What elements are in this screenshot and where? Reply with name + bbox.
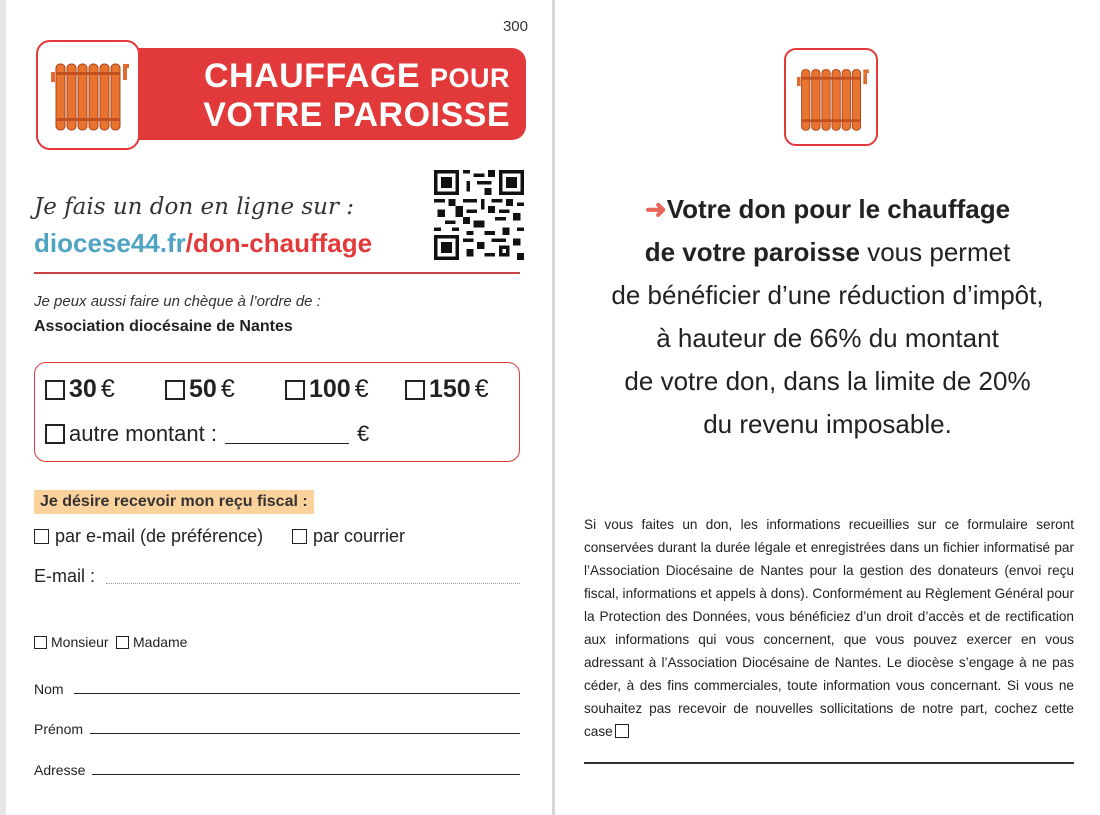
left-page <box>6 0 552 815</box>
email-label: E-mail : <box>34 566 96 586</box>
prenom-label: Prénom <box>34 721 84 737</box>
banner-title-small: POUR <box>429 63 510 93</box>
right-page <box>555 0 1100 815</box>
url-slash: / <box>185 228 193 258</box>
checkbox[interactable] <box>45 380 65 400</box>
radiator-icon-box <box>36 40 140 150</box>
other-amount-field[interactable] <box>225 424 349 444</box>
email-field[interactable] <box>106 582 520 584</box>
adresse-label: Adresse <box>34 762 86 778</box>
qr-code-icon[interactable] <box>434 170 524 260</box>
tax-reduction-text: ➜Votre don pour le chauffage de votre paroisse vous permet de bénéficier d’une réduction d’impôt, à hauteur de 66% du montant de votre don, dans la limite de 20% du revenu imposable. <box>611 194 1044 439</box>
checkbox[interactable] <box>34 636 47 649</box>
cheque-label: Je peux aussi faire un chèque à l’ordre de : <box>34 293 321 310</box>
civility-option-mrs[interactable]: Madame <box>116 634 187 650</box>
checkbox[interactable] <box>285 380 305 400</box>
nom-field[interactable] <box>74 693 520 694</box>
receipt-option-mail[interactable]: par courrier <box>292 526 405 547</box>
cheque-organization: Association diocésaine de Nantes <box>34 318 293 335</box>
amount-option-30[interactable]: 30 € <box>45 375 115 404</box>
banner-title <box>203 58 510 134</box>
nom-label: Nom <box>34 681 64 697</box>
online-donation-label: Je fais un don en ligne sur : <box>34 194 355 220</box>
amount-option-other[interactable]: autre montant : € <box>45 421 369 447</box>
prenom-field[interactable] <box>90 733 520 734</box>
arrow-right-icon: ➜ <box>644 194 667 224</box>
checkbox[interactable] <box>405 380 425 400</box>
radiator-icon <box>794 64 870 134</box>
amount-option-150[interactable]: 150 € <box>405 375 489 404</box>
url-path: don-chauffage <box>192 228 373 258</box>
section-divider <box>34 272 520 274</box>
opt-out-checkbox[interactable] <box>615 724 629 738</box>
amount-option-100[interactable]: 100 € <box>285 375 369 404</box>
checkbox[interactable] <box>165 380 185 400</box>
bottom-rule <box>584 762 1074 764</box>
page-number: 300 <box>502 18 528 35</box>
privacy-notice <box>584 513 1074 743</box>
receipt-option-email[interactable]: par e-mail (de préférence) <box>34 526 263 547</box>
privacy-text: Si vous faites un don, les informations recueillies sur ce formulaire seront conservées durant la durée légale et enregistrées dans un fichier informatisé par l’Association Diocésaine de Nantes pour la gestion des donateurs (envoi reçu fiscal, informations et appels à dons). Conformément au Règlement Général pour la Protection des Données, vous bénéficiez d’un droit d’accès et de rectification aux informations qui vous concernent, que vous pouvez exercer en vous adressant à l’Association Diocésaine de Nantes. Le diocèse s’engage à ne pas céder, à des fins commerciales, toute information vous concernant. Si vous ne souhaitez pas recevoir de nouvelles sollicitations de notre part, cochez cette case <box>584 517 1074 739</box>
url-domain: diocese44.fr <box>34 228 186 258</box>
civility-option-mr[interactable]: Monsieur <box>34 634 109 650</box>
radiator-icon-box <box>784 48 878 146</box>
checkbox[interactable] <box>116 636 129 649</box>
banner-title-line2: VOTRE PAROISSE <box>203 96 510 134</box>
receipt-label: Je désire recevoir mon reçu fiscal : <box>34 490 314 514</box>
amount-box <box>34 362 520 462</box>
online-donation-url[interactable] <box>34 228 372 259</box>
adresse-field[interactable] <box>92 774 520 775</box>
amount-option-50[interactable]: 50 € <box>165 375 235 404</box>
radiator-icon <box>48 58 130 134</box>
checkbox[interactable] <box>292 529 307 544</box>
checkbox[interactable] <box>45 424 65 444</box>
checkbox[interactable] <box>34 529 49 544</box>
banner-title-main: CHAUFFAGE <box>203 57 421 95</box>
